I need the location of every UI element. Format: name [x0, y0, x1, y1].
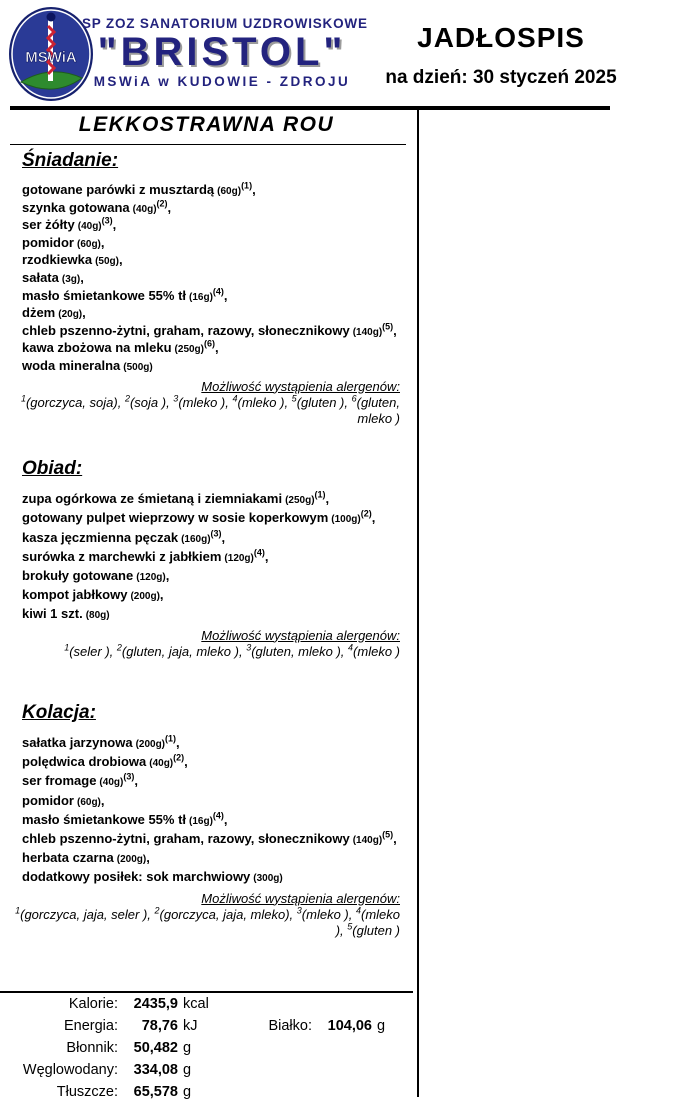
item-name: ser fromage	[22, 773, 97, 789]
item-name: gotowany pulpet wieprzowy w sosie koperkowym	[22, 510, 329, 526]
meal-heading: Obiad:	[22, 458, 83, 480]
meal-heading: Kolacja:	[22, 701, 96, 723]
header-divider	[10, 106, 610, 110]
protein-block	[238, 1018, 385, 1034]
organization-block	[82, 16, 368, 89]
document-title: JADŁOSPIS	[417, 22, 585, 53]
meal-section	[0, 150, 413, 427]
item-portion: (200g)	[116, 854, 147, 866]
nutrition-label: Błonnik:	[66, 1040, 118, 1056]
nutrition-value: 65,578	[133, 1084, 178, 1100]
menu-item	[22, 305, 413, 323]
item-separator: ,	[393, 830, 397, 846]
item-name: masło śmietankowe 55% tł	[22, 811, 187, 827]
footnote-ref: 4	[355, 905, 361, 916]
item-name: woda mineralna	[22, 357, 121, 373]
nutrition-value: 78,76	[141, 1018, 178, 1034]
menu-item	[22, 567, 413, 586]
item-name: chleb pszenno-żytni, graham, razowy, słonecznikowy	[22, 830, 350, 846]
menu-item	[22, 509, 413, 528]
menu-item	[22, 200, 413, 218]
allergen-text: (seler ),	[69, 643, 117, 659]
item-name: pomidor	[22, 234, 74, 250]
nutrition-row	[0, 1018, 413, 1040]
menu-item	[22, 830, 413, 849]
nutrition-row	[0, 1040, 413, 1062]
item-separator: ,	[215, 340, 219, 356]
item-footnote-ref: (3)	[210, 528, 222, 539]
allergen-text: (mleko ),	[301, 906, 356, 922]
item-name: gotowane parówki z musztardą	[22, 182, 215, 197]
item-name: herbata czarna	[22, 850, 114, 866]
meal-items	[22, 182, 413, 376]
nutrition-row	[0, 1084, 413, 1106]
menu-item	[22, 792, 413, 811]
item-separator: ,	[119, 252, 123, 268]
footnote-ref: 6	[351, 393, 357, 404]
item-portion: (60g)	[217, 186, 242, 197]
item-portion: (160g)	[181, 533, 211, 545]
diet-title-divider	[10, 144, 406, 145]
nutrition-row	[0, 996, 413, 1018]
footnote-ref: 4	[232, 393, 238, 404]
footnote-ref: 5	[347, 921, 353, 932]
footnote-ref: 3	[173, 393, 179, 404]
item-name: szynka gotowana	[22, 199, 130, 215]
item-footnote-ref: (1)	[165, 733, 177, 744]
column-divider	[417, 110, 419, 1097]
allergen-text: (gluten )	[352, 923, 400, 938]
item-separator: ,	[176, 734, 180, 750]
menu-column	[0, 113, 413, 939]
item-portion: (140g)	[352, 326, 383, 338]
footnote-ref: 5	[291, 393, 297, 404]
item-name: kawa zbożowa na mleku	[22, 340, 172, 356]
allergen-heading: Możliwość wystąpienia alergenów:	[201, 890, 400, 906]
menu-item	[22, 182, 413, 200]
menu-item	[22, 270, 413, 288]
item-portion: (80g)	[85, 610, 110, 622]
item-footnote-ref: (5)	[382, 829, 394, 840]
nutrition-label: Kalorie:	[68, 996, 118, 1012]
item-portion: (60g)	[77, 796, 101, 808]
allergen-text: (mleko ),	[237, 394, 292, 410]
menu-item	[22, 490, 413, 509]
item-separator: ,	[264, 548, 269, 564]
footnote-ref: 3	[246, 642, 252, 653]
footnote-ref: 1	[64, 642, 70, 653]
menu-item	[22, 849, 413, 868]
item-separator: ,	[82, 305, 86, 321]
item-portion: (200g)	[130, 591, 160, 603]
item-footnote-ref: (3)	[123, 772, 135, 783]
allergen-line	[8, 907, 400, 939]
item-footnote-ref: (1)	[241, 180, 253, 191]
item-portion: (250g)	[174, 344, 204, 356]
item-portion: (20g)	[58, 309, 83, 321]
nutrition-value: 2435,9	[133, 996, 178, 1012]
item-separator: ,	[184, 754, 188, 770]
item-portion: (120g)	[136, 571, 166, 583]
footnote-ref: 2	[124, 393, 130, 404]
item-portion: (3g)	[61, 273, 81, 285]
organization-line1: SP ZOZ SANATORIUM UZDROWISKOWE	[82, 16, 368, 31]
item-portion: (40g)	[132, 203, 157, 215]
menu-item	[22, 734, 413, 753]
allergen-line	[8, 644, 400, 660]
footnote-ref: 2	[154, 905, 160, 916]
item-portion: (200g)	[135, 738, 166, 750]
allergen-text: (mleko )	[353, 643, 400, 659]
organization-line2: MSWiA w KUDOWIE - ZDROJU	[93, 74, 351, 89]
item-footnote-ref: (1)	[314, 489, 326, 500]
item-name: kasza jęczmienna pęczak	[22, 529, 179, 545]
item-portion: (60g)	[77, 238, 101, 250]
organization-name: "BRISTOL"	[97, 30, 347, 74]
item-footnote-ref: (3)	[101, 215, 113, 226]
item-name: polędwica drobiowa	[22, 754, 147, 770]
menu-item	[22, 340, 413, 358]
allergen-text: (gluten ),	[296, 394, 352, 410]
item-portion: (500g)	[123, 361, 153, 373]
item-footnote-ref: (4)	[212, 810, 224, 821]
meal-section	[0, 458, 413, 660]
item-portion: (50g)	[95, 256, 119, 268]
meal-items	[22, 734, 413, 888]
menu-item	[22, 529, 413, 548]
item-separator: ,	[393, 322, 397, 338]
item-separator: ,	[146, 850, 150, 866]
menu-item	[22, 235, 413, 253]
item-footnote-ref: (2)	[173, 752, 185, 763]
item-separator: ,	[134, 773, 138, 789]
item-separator: ,	[221, 529, 226, 545]
nutrition-label: Białko:	[268, 1018, 312, 1034]
allergen-heading: Możliwość wystąpienia alergenów:	[201, 627, 400, 643]
item-name: rzodkiewka	[22, 252, 93, 268]
allergen-text: (gluten, mleko )	[356, 394, 400, 426]
menu-item	[22, 868, 413, 887]
item-portion: (300g)	[253, 873, 283, 885]
item-name: masło śmietankowe 55% tł	[22, 287, 187, 303]
allergen-text: (soja ),	[129, 394, 174, 410]
menu-sections	[0, 150, 413, 939]
nutrition-unit: g	[183, 1040, 192, 1056]
menu-item	[22, 323, 413, 341]
menu-item	[22, 753, 413, 772]
nutrition-label: Węglowodany:	[22, 1062, 118, 1078]
item-separator: ,	[371, 510, 376, 526]
nutrition-summary	[0, 991, 413, 1106]
allergen-block	[8, 379, 400, 428]
allergen-text: (gorczyca, jaja, mleko),	[159, 906, 297, 922]
item-separator: ,	[159, 587, 164, 603]
allergen-block	[8, 891, 400, 940]
item-name: sałata	[22, 269, 59, 285]
item-portion: (40g)	[77, 221, 102, 233]
diet-title: LEKKOSTRAWNA ROU	[78, 113, 335, 136]
item-separator: ,	[325, 491, 330, 507]
menu-item	[22, 772, 413, 791]
menu-item	[22, 605, 413, 624]
item-portion: (16g)	[189, 291, 213, 303]
nutrition-unit: g	[183, 1062, 192, 1078]
menu-item	[22, 811, 413, 830]
meal-items	[22, 490, 413, 624]
nutrition-value: 104,06	[327, 1018, 372, 1034]
allergen-text: (gluten, jaja, mleko ),	[121, 643, 247, 659]
nutrition-unit: g	[377, 1018, 386, 1034]
item-portion: (250g)	[285, 495, 315, 507]
item-name: kiwi 1 szt.	[22, 606, 83, 622]
menu-item	[22, 288, 413, 306]
allergen-heading: Możliwość wystąpienia alergenów:	[201, 378, 400, 394]
allergen-block	[8, 628, 400, 660]
footnote-ref: 4	[348, 642, 354, 653]
menu-item	[22, 358, 413, 376]
item-separator: ,	[165, 567, 170, 583]
nutrition-row	[0, 1062, 413, 1084]
footnote-ref: 1	[20, 393, 26, 404]
item-name: kompot jabłkowy	[22, 587, 128, 603]
item-name: pomidor	[22, 792, 74, 808]
menu-item	[22, 217, 413, 235]
item-footnote-ref: (4)	[253, 547, 265, 558]
nutrition-value: 334,08	[133, 1062, 178, 1078]
item-separator: ,	[100, 234, 105, 250]
menu-item	[22, 548, 413, 567]
item-separator: ,	[100, 792, 105, 808]
meal-section	[0, 702, 413, 939]
item-separator: ,	[223, 287, 228, 303]
menu-item	[22, 252, 413, 270]
item-name: dżem	[22, 305, 56, 321]
item-footnote-ref: (6)	[204, 339, 215, 350]
nutrition-label: Tłuszcze:	[56, 1084, 118, 1100]
item-name: dodatkowy posiłek: sok marchwiowy	[22, 869, 251, 885]
document-header	[356, 22, 646, 89]
allergen-text: (mleko ),	[178, 394, 233, 410]
allergen-text: (gorczyca, jaja, seler ),	[20, 906, 155, 922]
footnote-ref: 1	[15, 905, 21, 916]
document-date: na dzień: 30 styczeń 2025	[385, 67, 617, 88]
item-portion: (40g)	[99, 777, 124, 789]
item-separator: ,	[167, 199, 172, 215]
item-name: chleb pszenno-żytni, graham, razowy, słonecznikowy	[22, 322, 350, 338]
nutrition-unit: kJ	[183, 1018, 198, 1034]
item-name: surówka z marchewki z jabłkiem	[22, 548, 222, 564]
meal-heading: Śniadanie:	[22, 150, 119, 171]
nutrition-value: 50,482	[133, 1040, 178, 1056]
item-footnote-ref: (2)	[156, 198, 168, 209]
logo-text: MSWiA	[25, 49, 77, 66]
item-portion: (16g)	[189, 815, 213, 827]
item-footnote-ref: (5)	[382, 321, 394, 332]
nutrition-label: Energia:	[63, 1018, 118, 1034]
footnote-ref: 2	[116, 642, 122, 653]
item-separator: ,	[223, 811, 228, 827]
menu-item	[22, 586, 413, 605]
item-portion: (40g)	[149, 758, 174, 770]
item-separator: ,	[112, 217, 117, 233]
allergen-text: (mleko ),	[335, 906, 400, 938]
allergen-text: (gluten, mleko ),	[251, 643, 349, 659]
item-separator: ,	[252, 182, 256, 197]
item-name: ser żółty	[22, 217, 75, 233]
item-name: brokuły gotowane	[22, 567, 134, 583]
item-name: sałatka jarzynowa	[22, 734, 133, 750]
item-name: zupa ogórkowa ze śmietaną i ziemniakami	[22, 491, 283, 507]
item-portion: (140g)	[352, 834, 383, 846]
item-separator: ,	[80, 269, 84, 285]
item-footnote-ref: (2)	[360, 509, 372, 520]
allergen-line	[8, 395, 400, 427]
allergen-text: (gorczyca, soja),	[25, 394, 125, 410]
item-portion: (120g)	[224, 552, 254, 564]
nutrition-unit: kcal	[183, 996, 209, 1012]
footnote-ref: 3	[296, 905, 302, 916]
item-footnote-ref: (4)	[212, 286, 224, 297]
item-portion: (100g)	[331, 514, 361, 526]
nutrition-unit: g	[183, 1084, 192, 1100]
